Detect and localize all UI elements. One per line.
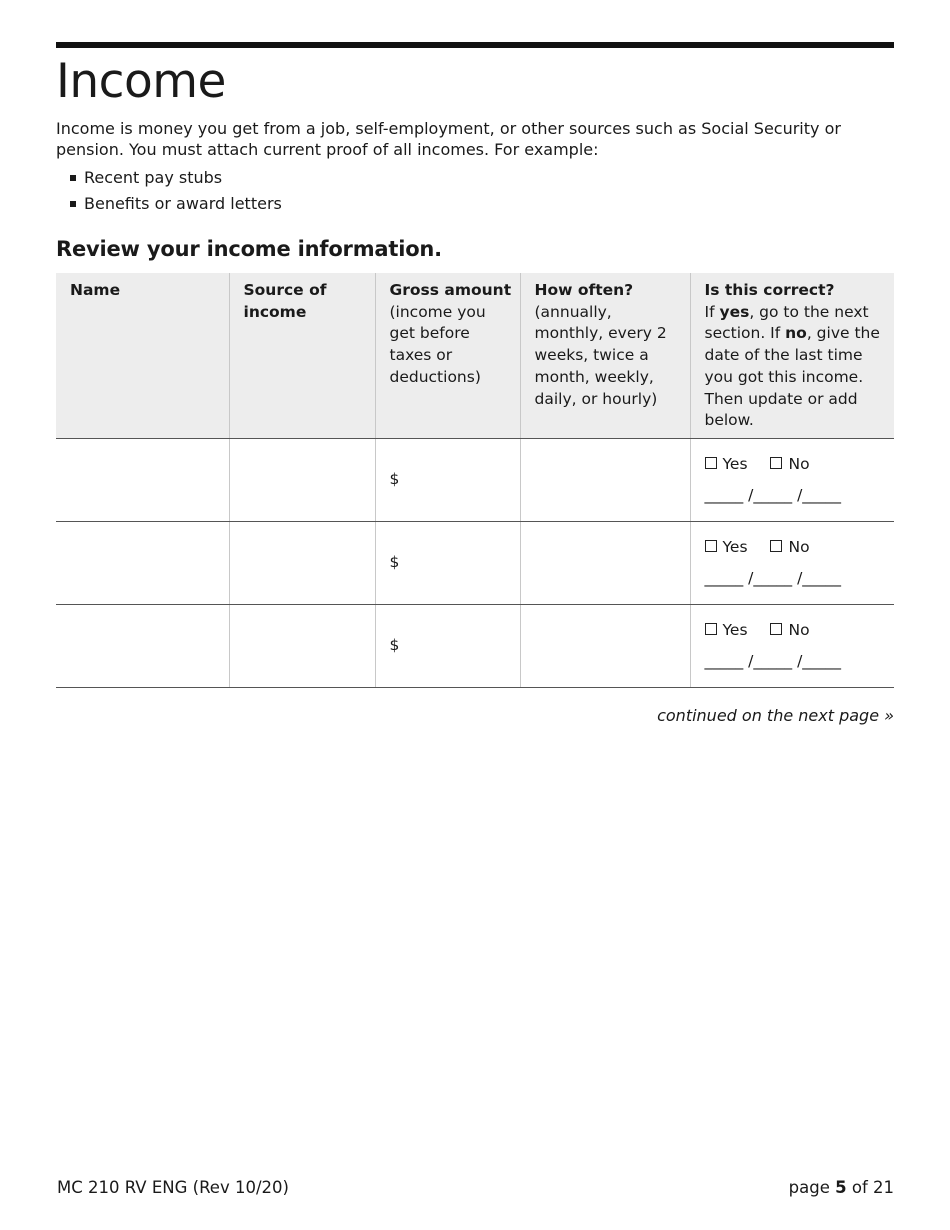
list-item xyxy=(70,191,894,217)
top-rule xyxy=(56,42,894,48)
no-label: No xyxy=(788,454,810,473)
last-date-field[interactable]: _____ /_____ /_____ xyxy=(704,485,842,504)
table-row xyxy=(56,604,894,687)
example-label: Benefits or award letters xyxy=(84,194,282,213)
header-source-label: Source of income xyxy=(243,281,327,321)
table-header-row xyxy=(56,273,894,438)
table-row xyxy=(56,438,894,521)
example-label: Recent pay stubs xyxy=(84,168,223,187)
list-item xyxy=(70,165,894,191)
checkbox-icon[interactable] xyxy=(770,540,782,552)
header-correct-if: If xyxy=(704,302,720,321)
yes-no-group xyxy=(705,620,889,641)
source-cell[interactable] xyxy=(229,438,375,521)
continued-note: continued on the next page » xyxy=(657,705,894,725)
header-correct-label: Is this correct? xyxy=(704,281,835,299)
dollar-sign: $ xyxy=(389,636,400,655)
income-table xyxy=(56,273,894,688)
dollar-sign: $ xyxy=(389,470,400,489)
header-name-label: Name xyxy=(70,281,121,299)
checkbox-icon[interactable] xyxy=(770,457,782,469)
source-cell[interactable] xyxy=(229,521,375,604)
header-gross xyxy=(375,273,520,438)
yes-label: Yes xyxy=(722,454,748,473)
square-bullet-icon xyxy=(70,175,76,181)
table-row xyxy=(56,521,894,604)
page-footer xyxy=(57,1178,894,1197)
name-cell[interactable] xyxy=(56,438,229,521)
header-often-label: How often? xyxy=(534,281,634,299)
is-correct-cell xyxy=(690,521,894,604)
header-often-note: (annually, monthly, every 2 weeks, twice a month, weekly, daily, or hourly) xyxy=(534,302,667,408)
header-source xyxy=(229,273,375,438)
header-correct xyxy=(690,273,894,438)
header-name xyxy=(56,273,229,438)
yes-label: Yes xyxy=(722,537,748,556)
form-id: MC 210 RV ENG (Rev 10/20) xyxy=(57,1178,289,1197)
no-label: No xyxy=(788,537,810,556)
page-number xyxy=(789,1178,894,1197)
header-correct-no: no xyxy=(785,324,807,343)
header-gross-label: Gross amount xyxy=(389,281,512,299)
current-page: 5 xyxy=(835,1178,847,1197)
form-page xyxy=(56,42,894,725)
checkbox-icon[interactable] xyxy=(770,623,782,635)
yes-option[interactable] xyxy=(705,621,748,639)
yes-option[interactable] xyxy=(705,455,748,473)
last-date-field[interactable]: _____ /_____ /_____ xyxy=(704,568,842,587)
square-bullet-icon xyxy=(70,201,76,207)
checkbox-icon[interactable] xyxy=(705,623,717,635)
name-cell[interactable] xyxy=(56,521,229,604)
no-option[interactable] xyxy=(770,455,809,473)
page-prefix: page xyxy=(788,1178,836,1197)
no-option[interactable] xyxy=(770,538,809,556)
how-often-cell[interactable] xyxy=(520,438,690,521)
checkbox-icon[interactable] xyxy=(705,457,717,469)
header-correct-yes: yes xyxy=(719,302,750,321)
gross-amount-cell[interactable] xyxy=(375,438,520,521)
dollar-sign: $ xyxy=(389,553,400,572)
header-gross-note: (income you get before taxes or deductions) xyxy=(389,302,486,386)
no-option[interactable] xyxy=(770,621,809,639)
is-correct-cell xyxy=(690,438,894,521)
yes-no-group xyxy=(705,537,889,558)
page-suffix: of 21 xyxy=(846,1178,894,1197)
name-cell[interactable] xyxy=(56,604,229,687)
gross-amount-cell[interactable] xyxy=(375,604,520,687)
examples-list xyxy=(56,165,894,217)
how-often-cell[interactable] xyxy=(520,604,690,687)
header-correct-mid: , go to the next section. If xyxy=(704,302,869,343)
intro-text: Income is money you get from a job, self-employment, or other sources such as Social Security or pension. You must attach current proof of all incomes. For example: xyxy=(56,119,841,159)
source-cell[interactable] xyxy=(229,604,375,687)
review-heading: Review your income information. xyxy=(56,237,442,261)
gross-amount-cell[interactable] xyxy=(375,521,520,604)
checkbox-icon[interactable] xyxy=(705,540,717,552)
last-date-field[interactable]: _____ /_____ /_____ xyxy=(704,651,842,670)
header-often xyxy=(520,273,690,438)
yes-no-group xyxy=(705,454,889,475)
is-correct-cell xyxy=(690,604,894,687)
yes-option[interactable] xyxy=(705,538,748,556)
no-label: No xyxy=(788,620,810,639)
how-often-cell[interactable] xyxy=(520,521,690,604)
page-title: Income xyxy=(56,54,226,109)
header-correct-end: , give the date of the last time you got this income. Then update or add below. xyxy=(704,324,880,430)
yes-label: Yes xyxy=(722,620,748,639)
